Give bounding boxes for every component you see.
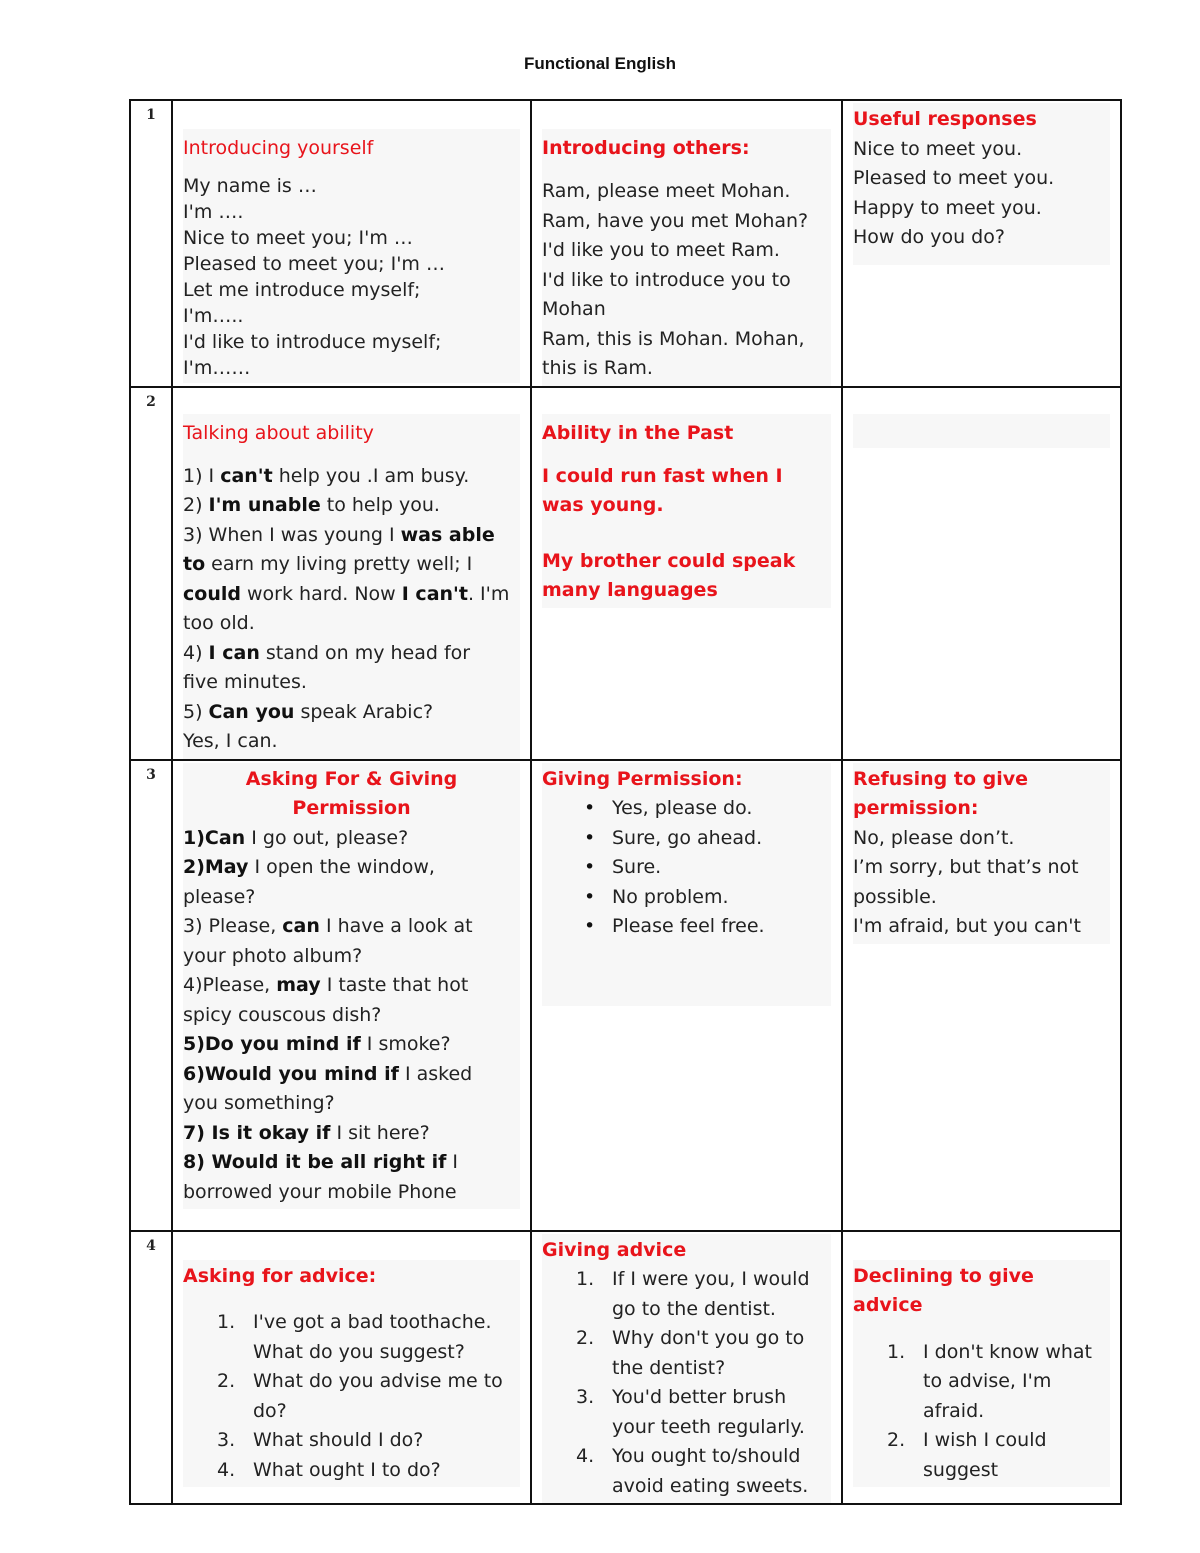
text-line: 3) Please, can I have a look at (183, 915, 473, 937)
text-line: I'm afraid, but you can't (853, 915, 1081, 937)
text-line: borrowed your mobile Phone (183, 1180, 457, 1203)
advice-question-list (183, 1308, 520, 1485)
list-item: • Yes, please do. (612, 794, 831, 824)
cell-ability-in-past (531, 387, 842, 760)
text-line: to earn my living pretty well; I (183, 553, 473, 575)
text-line: Ram, this is Mohan. Mohan, (542, 327, 805, 350)
list-item: 1. I don't know what to advise, I'm afraid. (887, 1340, 1093, 1422)
list-item: 2. I wish I could suggest (887, 1429, 1047, 1481)
text-line: 2) I'm unable to help you. (183, 494, 440, 516)
cell-giving-permission (531, 760, 842, 1231)
cell-asking-permission (172, 760, 531, 1231)
list-item: • No problem. (612, 883, 831, 913)
text-line: Pleased to meet you. (853, 167, 1055, 189)
declining-list (853, 1338, 1110, 1486)
section-heading: Asking for advice: (183, 1264, 377, 1287)
text-line: 8) Would it be all right if I (183, 1151, 459, 1173)
section-heading: Introducing others: (542, 137, 750, 159)
advice-list (542, 1265, 831, 1501)
row-number: 4 (130, 1231, 172, 1505)
cell-giving-advice (531, 1231, 842, 1505)
section-heading: Giving advice (542, 1238, 687, 1261)
text-line: My name is … (183, 175, 317, 197)
text-line: I’m sorry, but that’s not (853, 856, 1079, 878)
text-line: 6)Would you mind if I asked (183, 1062, 473, 1085)
text-line: could work hard. Now I can't. I'm (183, 582, 510, 605)
text-line: I'm …. (183, 201, 244, 223)
section-heading: Asking For & Giving (245, 767, 458, 790)
section-heading: Ability in the Past (542, 421, 734, 444)
text-line: 7) Is it okay if I sit here? (183, 1121, 430, 1144)
text-line: I'd like you to meet Ram. (542, 239, 780, 261)
example-line: My brother could speak (542, 549, 796, 572)
cell-asking-advice (172, 1231, 531, 1505)
list-item: 3. You'd better brush your teeth regularly. (576, 1386, 805, 1438)
section-heading: permission: (853, 797, 979, 819)
text-line: spicy couscous dish? (183, 1003, 382, 1026)
section-heading: advice (853, 1294, 923, 1316)
functional-english-table (129, 99, 1122, 1505)
permission-list (542, 794, 831, 942)
list-item: • Please feel free. (612, 912, 831, 942)
text-line: I'm…… (183, 357, 251, 379)
text-line: Nice to meet you. (853, 137, 1023, 160)
text-line: 4) I can stand on my head for (183, 641, 471, 664)
table-row-3 (130, 760, 1121, 1231)
text-line: Ram, please meet Mohan. (542, 180, 791, 202)
cell-refusing-permission (842, 760, 1121, 1231)
section-heading: Useful responses (853, 108, 1037, 130)
text-line: 1)Can I go out, please? (183, 826, 409, 849)
text-line: 5)Do you mind if I smoke? (183, 1033, 451, 1055)
list-item: • Sure. (612, 853, 831, 883)
list-item: • Sure, go ahead. (612, 824, 831, 854)
cell-empty (842, 387, 1121, 760)
table-row-1 (130, 100, 1121, 387)
section-heading: Talking about ability (183, 421, 374, 444)
text-line: 2)May I open the window, (183, 856, 435, 878)
text-line: Yes, I can. (183, 730, 278, 752)
list-item: 2. Why don't you go to the dentist? (576, 1327, 805, 1379)
example-line: I could run fast when I (542, 464, 783, 487)
text-line: I'd like to introduce you to (542, 268, 791, 291)
text-line: 5) Can you speak Arabic? (183, 700, 434, 723)
text-line: Nice to meet you; I'm … (183, 227, 413, 249)
list-item: 2. What do you advise me to do? (217, 1370, 503, 1422)
text-line: 1) I can't help you .I am busy. (183, 464, 470, 487)
row-number: 1 (130, 100, 172, 387)
cell-introducing-yourself (172, 100, 531, 387)
text-line: five minutes. (183, 671, 307, 693)
text-line: How do you do? (853, 226, 1005, 248)
list-item: 1. If I were you, I would go to the dentist. (576, 1268, 810, 1320)
text-line: Mohan (542, 298, 606, 320)
text-line: Pleased to meet you; I'm … (183, 253, 445, 275)
text-line: your photo album? (183, 944, 363, 967)
text-line: please? (183, 885, 256, 908)
section-heading: Introducing yourself (183, 137, 374, 159)
text-line: this is Ram. (542, 357, 653, 379)
cell-declining-advice (842, 1231, 1121, 1505)
section-heading: Giving Permission: (542, 767, 743, 790)
list-item: 4. You ought to/should avoid eating sweets. (576, 1445, 809, 1497)
table-row-4 (130, 1231, 1121, 1505)
section-heading: Permission (292, 797, 411, 819)
text-line: Ram, have you met Mohan? (542, 209, 809, 232)
example-line: was young. (542, 494, 664, 516)
text-line: 4)Please, may I taste that hot (183, 974, 469, 996)
text-line: Happy to meet you. (853, 196, 1042, 219)
row-number: 3 (130, 760, 172, 1231)
row-number: 2 (130, 387, 172, 760)
text-line: too old. (183, 612, 255, 634)
section-heading: Declining to give (853, 1264, 1034, 1287)
list-item: 1. I've got a bad toothache. What do you suggest? (217, 1311, 492, 1363)
text-line: possible. (853, 885, 937, 908)
text-line: No, please don’t. (853, 826, 1015, 849)
section-heading: Refusing to give (853, 767, 1029, 790)
document-title: Functional English (523, 54, 677, 73)
text-line: I'm….. (183, 305, 244, 327)
cell-introducing-others (531, 100, 842, 387)
text-line: I'd like to introduce myself; (183, 331, 442, 353)
table-row-2 (130, 387, 1121, 760)
text-line: Let me introduce myself; (183, 279, 421, 301)
cell-useful-responses (842, 100, 1121, 387)
list-item: 4. What ought I to do? (217, 1458, 441, 1481)
text-line: 3) When I was young I was able (183, 523, 495, 546)
list-item: 3. What should I do? (217, 1429, 424, 1451)
cell-talking-about-ability (172, 387, 531, 760)
example-line: many languages (542, 579, 718, 601)
text-line: you something? (183, 1092, 335, 1114)
